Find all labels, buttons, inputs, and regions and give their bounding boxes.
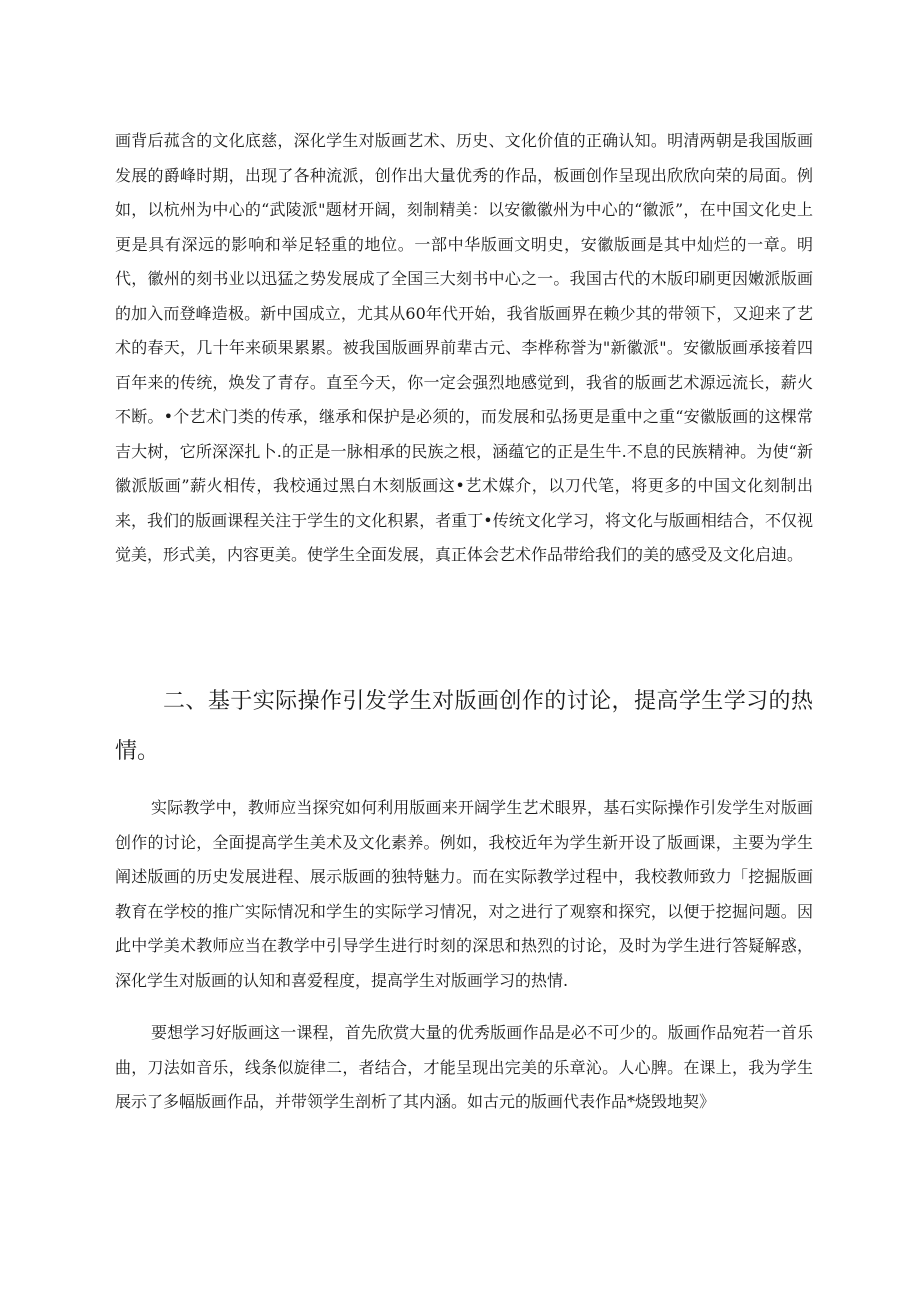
body-paragraph-1: 画背后菰含的文化底慈，深化学生对版画艺术、历史、文化价值的正确认知。明清两朝是我国版画发展的爵峰时期，出现了各种流派，创作出大量优秀的作品，板画创作呈现出欣欣向荣的局面。例如，以杭州为中心的“武陵派"题材开阔，刻制精美：以安徽徽州为中心的“徽派”，在中国文化史上更是具有深远的影响和举足轻重的地位。一部中华版画文明史，安徽版画是其中灿烂的一章。明代，徽州的刻书业以迅猛之势发展成了全国三大刻书中心之一。我国古代的木版印刷更因嫩派版画的加入而登峰造极。新中国成立，尤其从60年代开始，我省版画界在赖少其的带领下，又迎来了艺术的春天，几十年来硕果累累。被我国版画界前辈古元、李桦称誉为"新徽派"。安徽版画承接着四百年来的传统，焕发了青存。直至今天，你一定会强烈地感觉到，我省的版画艺术源远流长，薪火不断。•个艺术门类的传承，继承和保护是必须的，而发展和弘扬更是重中之重“安徽版画的这棵常吉大树，它所深深扎卜.的正是一脉相承的民族之根，涵蕴它的正是生牛.不息的民族精神。为使“新徽派版画”薪火相传，我校通过黑白木刻版画这•艺术媒介，以刀代笔，将更多的中国文化刻制出来，我们的版画课程关注于学生的文化积累，者重丁•传统文化学习，将文化与版画相结合，不仅视觉美，形式美，内容更美。使学生全面发展，真正体会艺术作品带给我们的美的感受及文化启迪。: [115, 131, 813, 564]
body-paragraph-2: 实际教学中，教师应当探究如何利用版画来开阔学生艺术眼界，基石实际操作引发学生对版画创作的讨论，全面提高学生美术及文化素养。例如，我校近年为学生新开设了版画课，主要为学生阐述版画的历史发展进程、展示版画的独特魅力。而在实际教学过程中，我校教师致力「挖掘版画教育在学校的推广实际情况和学生的实际学习情况，对之进行了观察和探究，以便于挖掘问题。因此中学美术教师应当在教学中引导学生进行时刻的深思和热烈的讨论，及时为学生进行答疑解惑，深化学生对版画的认知和喜爱程度，提高学生对版画学习的热情.: [115, 798, 813, 990]
body-paragraph-3: 要想学习好版画这一课程，首先欣赏大量的优秀版画作品是必不可少的。版画作品宛若一首乐曲，刀法如音乐，线条似旋律二，者结合，才能呈现出完美的乐章沁。人心脾。在课上，我为学生展示了多幅版画作品，并带领学生剖析了其内涵。如古元的版画代表作品*烧毁地契》: [115, 1023, 813, 1111]
section-heading: 二、基于实际操作引发学生对版画创作的讨论，提高学生学习的热情。: [115, 689, 813, 764]
